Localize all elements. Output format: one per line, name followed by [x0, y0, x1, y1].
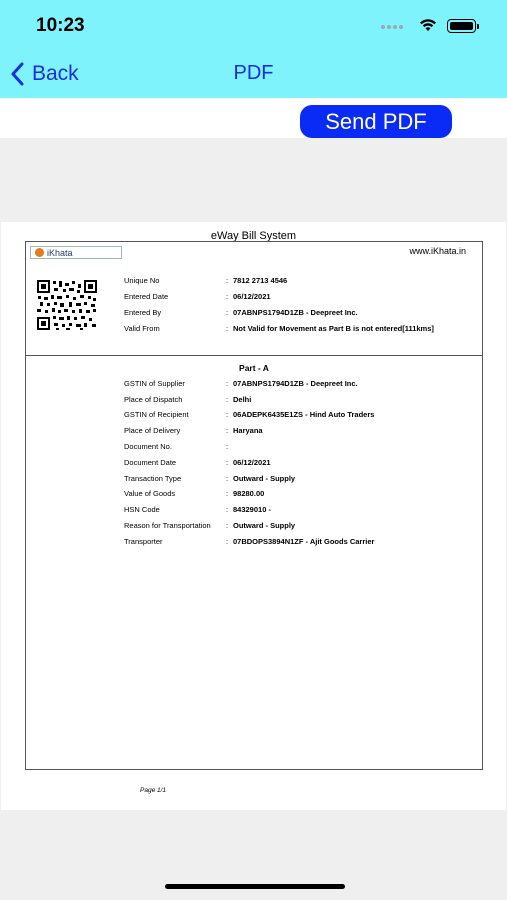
battery-tip: [477, 24, 479, 29]
transaction-type-label: Transaction Type: [124, 474, 182, 483]
colon: :: [226, 324, 229, 333]
colon: :: [226, 474, 229, 483]
logo-mark-icon: [35, 248, 44, 257]
gstin-recipient-value: 06ADEPK6435E1ZS - Hind Auto Traders: [233, 410, 375, 419]
valid-from-value: Not Valid for Movement as Part B is not entered[111kms]: [233, 324, 434, 333]
colon: :: [226, 308, 229, 317]
part-a-title: Part - A: [239, 363, 269, 373]
reason-transport-value: Outward - Supply: [233, 521, 296, 530]
qr-code-icon: [36, 279, 98, 331]
logo-text: iKhata: [47, 247, 73, 258]
entered-by-value: 07ABNPS1794D1ZB - Deepreet Inc.: [233, 308, 358, 317]
colon: :: [226, 489, 229, 498]
document-date-label: Document Date: [124, 458, 177, 467]
send-pdf-button[interactable]: Send PDF: [300, 105, 452, 138]
entered-date-value: 06/12/2021: [233, 292, 271, 301]
reason-transport-label: Reason for Transportation: [124, 521, 211, 530]
battery-icon: [447, 19, 476, 33]
transporter-value: 07BDOPS3894N1ZF - Ajit Goods Carrier: [233, 537, 375, 546]
section-divider: [26, 355, 482, 356]
gstin-supplier-value: 07ABNPS1794D1ZB - Deepreet Inc.: [233, 379, 358, 388]
document-no-label: Document No.: [124, 442, 172, 451]
gstin-recipient-label: GSTIN of Recipient: [124, 410, 189, 419]
page-number: Page 1/1: [140, 787, 167, 794]
entered-by-label: Entered By: [124, 308, 162, 317]
unique-no-label: Unique No: [124, 276, 160, 285]
colon: :: [226, 379, 229, 388]
website-url: www.iKhata.in: [409, 246, 466, 256]
document-title: eWay Bill System: [210, 230, 297, 242]
wifi-icon: [419, 18, 437, 32]
ikhata-logo: [30, 246, 122, 259]
hsn-code-label: HSN Code: [124, 505, 160, 514]
status-time: 10:23: [36, 15, 85, 36]
colon: :: [226, 426, 229, 435]
back-label: Back: [32, 62, 79, 85]
place-of-dispatch-label: Place of Dispatch: [124, 395, 183, 404]
colon: :: [226, 537, 229, 546]
colon: :: [226, 395, 229, 404]
colon: :: [226, 505, 229, 514]
pdf-page[interactable]: [1, 222, 506, 810]
home-indicator[interactable]: [165, 884, 345, 889]
value-of-goods-value: 98280.00: [233, 489, 265, 498]
colon: :: [226, 410, 229, 419]
colon: :: [226, 442, 229, 451]
value-of-goods-label: Value of Goods: [124, 489, 176, 498]
colon: :: [226, 458, 229, 467]
place-of-delivery-label: Place of Delivery: [124, 426, 181, 435]
place-of-delivery-value: Haryana: [233, 426, 263, 435]
colon: :: [226, 292, 229, 301]
place-of-dispatch-value: Delhi: [233, 395, 252, 404]
cellular-signal-icon: [381, 25, 405, 29]
document-frame: [25, 241, 483, 770]
colon: :: [226, 521, 229, 530]
page-title: PDF: [233, 62, 274, 84]
unique-no-value: 7812 2713 4546: [233, 276, 288, 285]
entered-date-label: Entered Date: [124, 292, 169, 301]
transporter-label: Transporter: [124, 537, 163, 546]
transaction-type-value: Outward - Supply: [233, 474, 296, 483]
status-icons: [381, 16, 491, 36]
gstin-supplier-label: GSTIN of Supplier: [124, 379, 185, 388]
document-date-value: 06/12/2021: [233, 458, 271, 467]
valid-from-label: Valid From: [124, 324, 160, 333]
colon: :: [226, 276, 229, 285]
navigation-header: [0, 0, 507, 98]
hsn-code-value: 84329010 -: [233, 505, 271, 514]
